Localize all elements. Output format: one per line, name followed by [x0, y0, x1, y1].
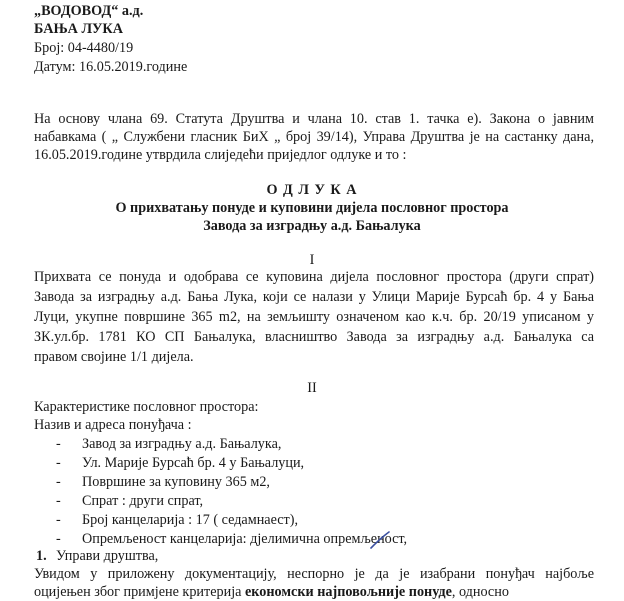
list-bullet: - [56, 436, 61, 452]
footer-line-1: Увидом у приложену документацију, неспорно је да је изабрани понуђач најбоље [34, 566, 594, 582]
list-item-text: Опремљеност канцеларија: дјелимична опремљеност, [82, 531, 408, 547]
intro-line-2: набавкама ( „ Службени гласник БиХ „ број 39/14), Управа Друштва је на састанку дана, [34, 129, 594, 145]
intro-line-3: 16.05.2019.године утврдила слиједећи приједлог одлуке и то : [34, 147, 407, 163]
list-item [56, 493, 203, 510]
list-item-text: Спрат : други спрат, [82, 493, 204, 509]
list-item [56, 512, 298, 529]
company-name: „ВОДОВОД“ а.д. [34, 3, 144, 19]
bidder-label: Назив и адреса понуђача : [34, 417, 192, 433]
section-1-line-5: правом својине 1/1 дијела. [34, 349, 194, 365]
list-item-text: Површине за куповину 365 м2, [82, 474, 270, 490]
list-bullet: - [56, 531, 61, 547]
section-1-line-4: ЗК.ул.бр. 1781 КО СП Бањалука, власништво Завода за изградњу а.д. Бањалука са [34, 329, 594, 345]
list-item-text: Ул. Марије Бурсаћ бр. 4 у Бањалуци, [82, 455, 305, 471]
numbered-item-text: Управи друштва, [56, 548, 159, 564]
list-item [56, 531, 407, 548]
document-number: Број: 04-4480/19 [34, 40, 134, 56]
decision-subtitle-2: Завода за изградњу а.д. Бањалука [203, 218, 421, 234]
list-item [56, 455, 304, 472]
list-item [56, 436, 281, 453]
list-item-text: Завод за изградњу а.д. Бањалука, [82, 436, 282, 452]
section-2-numeral: II [307, 380, 317, 396]
section-1-line-2: Завода за изградњу а.д. Бања Лука, који се налази у Улици Марије Бурсаћ бр. 4 у Бања [34, 289, 594, 305]
section-2-heading: Карактеристике пословног простора: [34, 399, 259, 415]
decision-title: О Д Л У К А [266, 182, 358, 198]
decision-subtitle-1: О прихватању понуде и куповини дијела пословног простора [115, 200, 509, 216]
footer-line-2 [34, 584, 509, 601]
numbered-item [36, 548, 158, 565]
intro-line-1: На основу члана 69. Статута Друштва и члана 10. став 1. тачка е). Закона о јавним [34, 111, 594, 127]
document-date: Датум: 16.05.2019.године [34, 59, 188, 75]
list-bullet: - [56, 455, 61, 471]
footer-line-2-text: оцијењен због примјене критерија [34, 584, 245, 600]
list-bullet: - [56, 512, 61, 528]
section-1-line-1: Прихвата се понуда и одобрава се куповина дијела пословног простора (други спрат) [34, 269, 594, 285]
pen-mark-icon [368, 530, 392, 550]
company-city: БАЊА ЛУКА [34, 21, 123, 37]
list-bullet: - [56, 493, 61, 509]
numbered-item-label: 1. [36, 548, 47, 564]
list-item [56, 474, 270, 491]
list-item-text: Број канцеларија : 17 ( седамнаест), [82, 512, 299, 528]
footer-line-2-tail: , односно [451, 584, 509, 600]
section-1-line-3: Луци, укупне површине 365 m2, на земљишту означеном као к.ч. бр. 20/19 уписаном у [34, 309, 594, 325]
section-1-numeral: I [309, 252, 315, 268]
footer-bold-criterion: економски најповољније понуде [244, 584, 452, 600]
list-bullet: - [56, 474, 61, 490]
